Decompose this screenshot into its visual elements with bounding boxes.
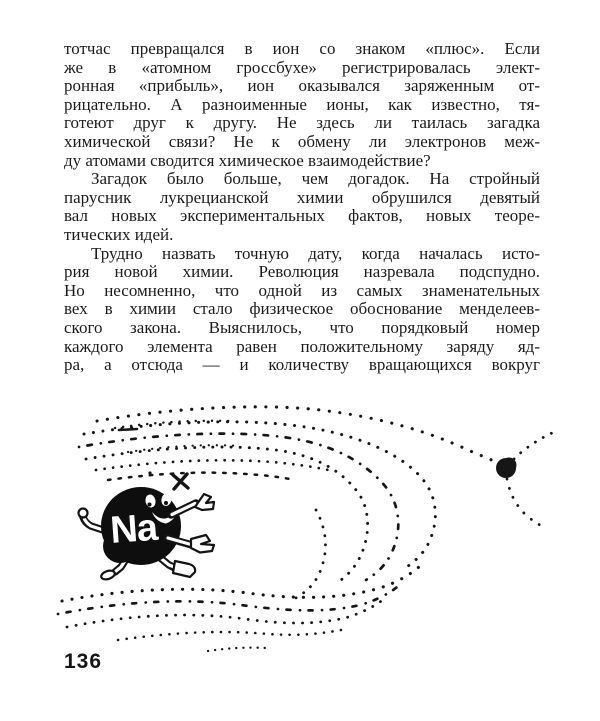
text-line: химической связи? Не к обмену ли электронов меж-	[64, 131, 540, 151]
stray-dot	[148, 471, 151, 474]
text-line: же в «атомном гроссбухе» регистрировалась элект-	[64, 57, 540, 77]
sodium-atom-character	[79, 474, 215, 581]
text-line: рицательно. А разноименные ионы, как известно, тя-	[64, 94, 540, 114]
page-number: 136	[64, 650, 103, 673]
orbit-dash	[119, 429, 137, 430]
right-foot	[173, 561, 195, 577]
right-lower-hand	[191, 535, 214, 553]
left-foot	[100, 569, 116, 581]
text-line: парусник лукрецианской химии обрушился девятый	[64, 187, 540, 207]
departing-electron	[496, 433, 552, 525]
right-upper-hand	[195, 494, 214, 510]
text-line: Трудно назвать точную дату, когда началась исто-	[91, 243, 540, 263]
orbit-trail	[118, 629, 346, 640]
text-line: рия новой химии. Революция назревала подспудно.	[64, 262, 540, 282]
text-line: вех в химии стало физическое обоснование менделеев-	[64, 299, 540, 319]
text-line: ра, а отсюда — и количеству вращающихся вокруг	[64, 355, 540, 375]
text-line: тических идей.	[64, 224, 174, 244]
right-pupil	[164, 501, 168, 505]
left-hand	[79, 509, 88, 518]
text-line: Но несомненно, что одной из самых знаменательных	[64, 280, 540, 300]
text-line: тотчас превращался в ион со знаком «плюс». Если	[64, 39, 540, 58]
text-line: Загадок было больше, чем догадок. На стройный	[91, 169, 540, 189]
orbit-trail	[58, 583, 402, 614]
orbit-trail	[208, 648, 266, 651]
text-line: ронная «прибыль», ион оказывался заряженным от-	[64, 76, 540, 96]
text-line: ского закона. Выяснилось, что порядковый номер	[64, 317, 540, 337]
text-line: готеют друг к другу. Не здесь ли таилась загадка	[64, 113, 540, 133]
charge-plus-marker-icon	[173, 474, 188, 489]
orbit-trail	[108, 473, 295, 480]
left-pupil	[148, 503, 152, 507]
text-line: вал новых экспериментальных фактов, новых теоре-	[64, 206, 540, 226]
text-line: каждого элемента равен положительному заряду яд-	[64, 336, 540, 356]
atom-label: Na	[108, 506, 159, 552]
electron-trail-down	[507, 479, 540, 525]
orbit-trail	[294, 510, 325, 599]
orbit-trail	[96, 460, 333, 471]
text-line: ду атомами сводится химическое взаимодействие?	[64, 150, 431, 170]
electron-trail-up	[514, 433, 552, 459]
electron-dot-edge	[502, 458, 517, 473]
